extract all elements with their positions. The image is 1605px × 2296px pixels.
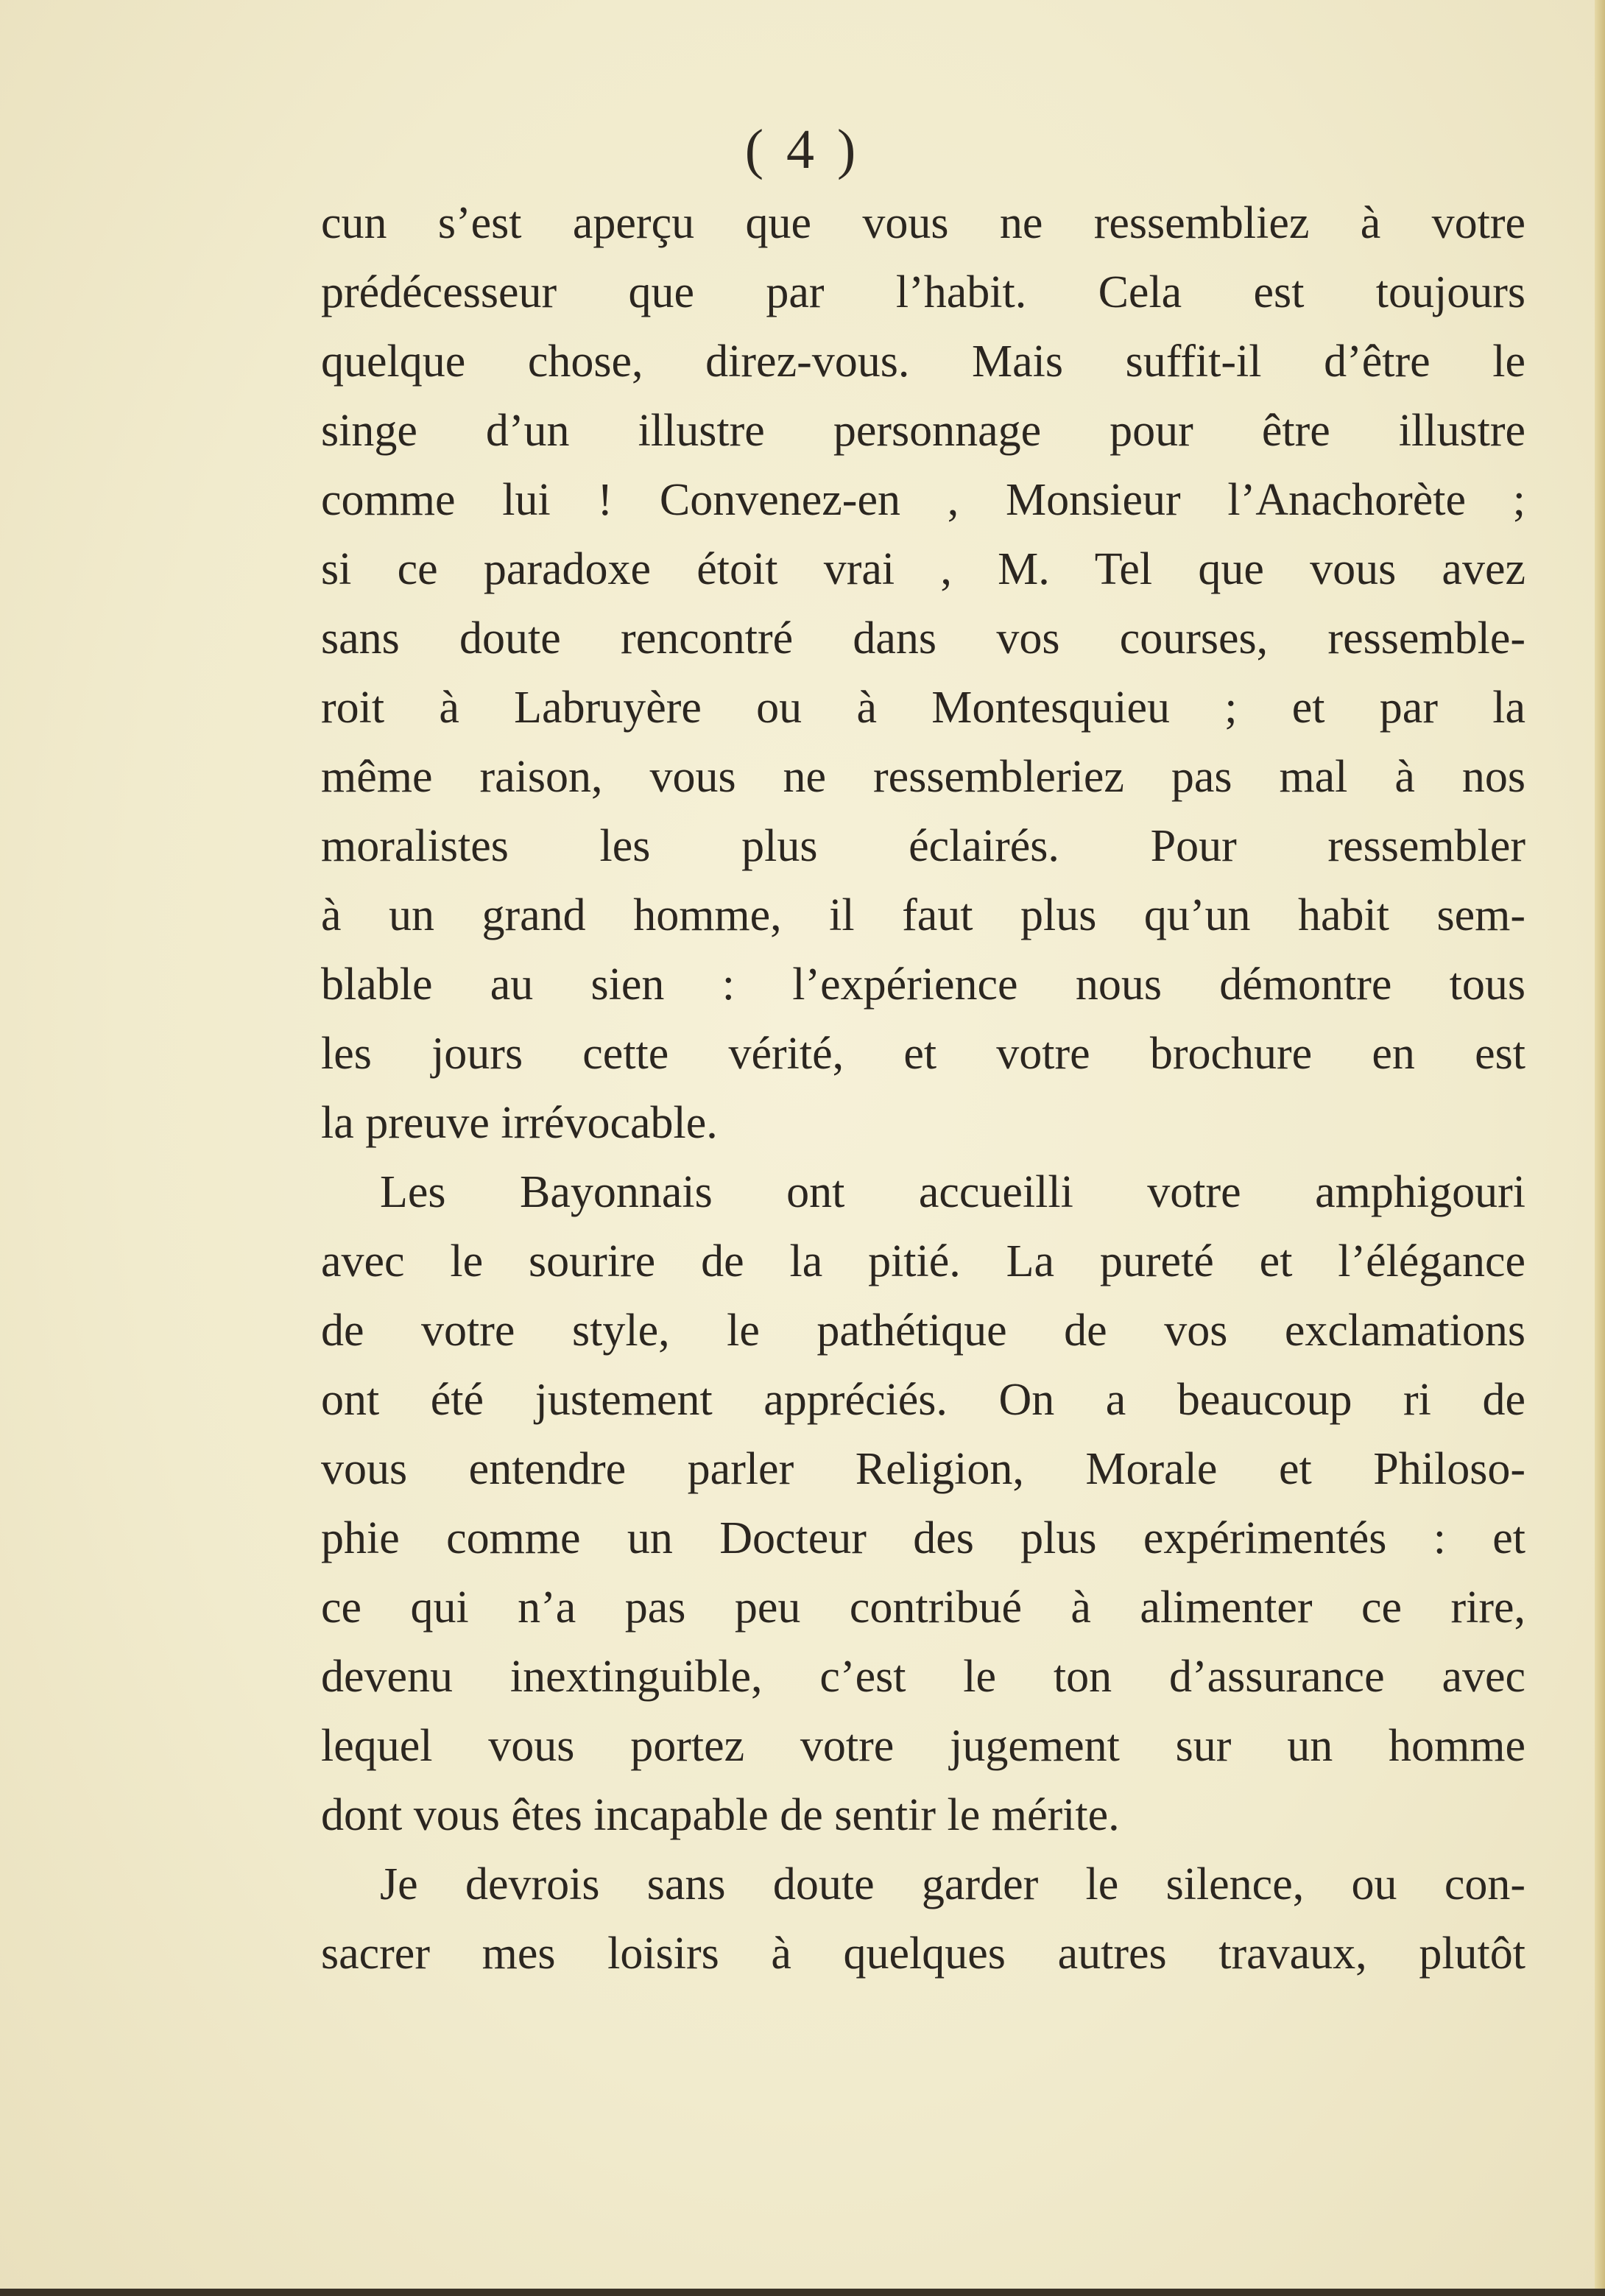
- text-line: singe d’un illustre personnage pour être illustre: [321, 406, 1525, 456]
- text-line: lequel vous portez votre jugement sur un homme: [321, 1721, 1525, 1771]
- text-line: devenu inextinguible, c’est le ton d’assurance avec: [321, 1652, 1525, 1702]
- text-line: quelque chose, direz-vous. Mais suffit-il d’être le: [321, 337, 1525, 387]
- text-line: ce qui n’a pas peu contribué à alimenter ce rire,: [321, 1582, 1525, 1633]
- text-line: cun s’est aperçu que vous ne ressembliez à votre: [321, 198, 1525, 248]
- text-line: à un grand homme, il faut plus qu’un habit sem-: [321, 890, 1525, 940]
- page-bottom-edge: [0, 2289, 1605, 2296]
- text-line: blable au sien : l’expérience nous démontre tous: [321, 959, 1525, 1010]
- text-line: sans doute rencontré dans vos courses, ressemble-: [321, 613, 1525, 663]
- text-line: les jours cette vérité, et votre brochure en est: [321, 1029, 1525, 1079]
- text-line: Je devrois sans doute garder le silence, ou con-: [380, 1859, 1525, 1909]
- text-line: la preuve irrévocable.: [321, 1098, 718, 1148]
- page-edge: [1595, 0, 1605, 2296]
- text-line: roit à Labruyère ou à Montesquieu ; et par la: [321, 683, 1525, 733]
- text-line: sacrer mes loisirs à quelques autres travaux, plutôt: [321, 1929, 1525, 1979]
- text-line: Les Bayonnais ont accueilli votre amphigouri: [380, 1167, 1525, 1217]
- text-line: avec le sourire de la pitié. La pureté et l’élégance: [321, 1236, 1525, 1286]
- text-line: vous entendre parler Religion, Morale et Philoso-: [321, 1444, 1525, 1494]
- text-line: phie comme un Docteur des plus expérimentés : et: [321, 1513, 1525, 1563]
- text-line: ont été justement appréciés. On a beaucoup ri de: [321, 1375, 1525, 1425]
- text-line: même raison, vous ne ressembleriez pas mal à nos: [321, 752, 1525, 802]
- text-line: prédécesseur que par l’habit. Cela est toujours: [321, 267, 1525, 317]
- text-line: dont vous êtes incapable de sentir le mérite.: [321, 1790, 1120, 1840]
- text-line: si ce paradoxe étoit vrai , M. Tel que vous avez: [321, 544, 1525, 594]
- page-number: ( 4 ): [744, 119, 861, 180]
- text-line: moralistes les plus éclairés. Pour ressembler: [321, 821, 1525, 871]
- text-line: de votre style, le pathétique de vos exclamations: [321, 1306, 1525, 1356]
- body-text: [321, 189, 1525, 1988]
- text-line: comme lui ! Convenez-en , Monsieur l’Anachorète ;: [321, 475, 1525, 525]
